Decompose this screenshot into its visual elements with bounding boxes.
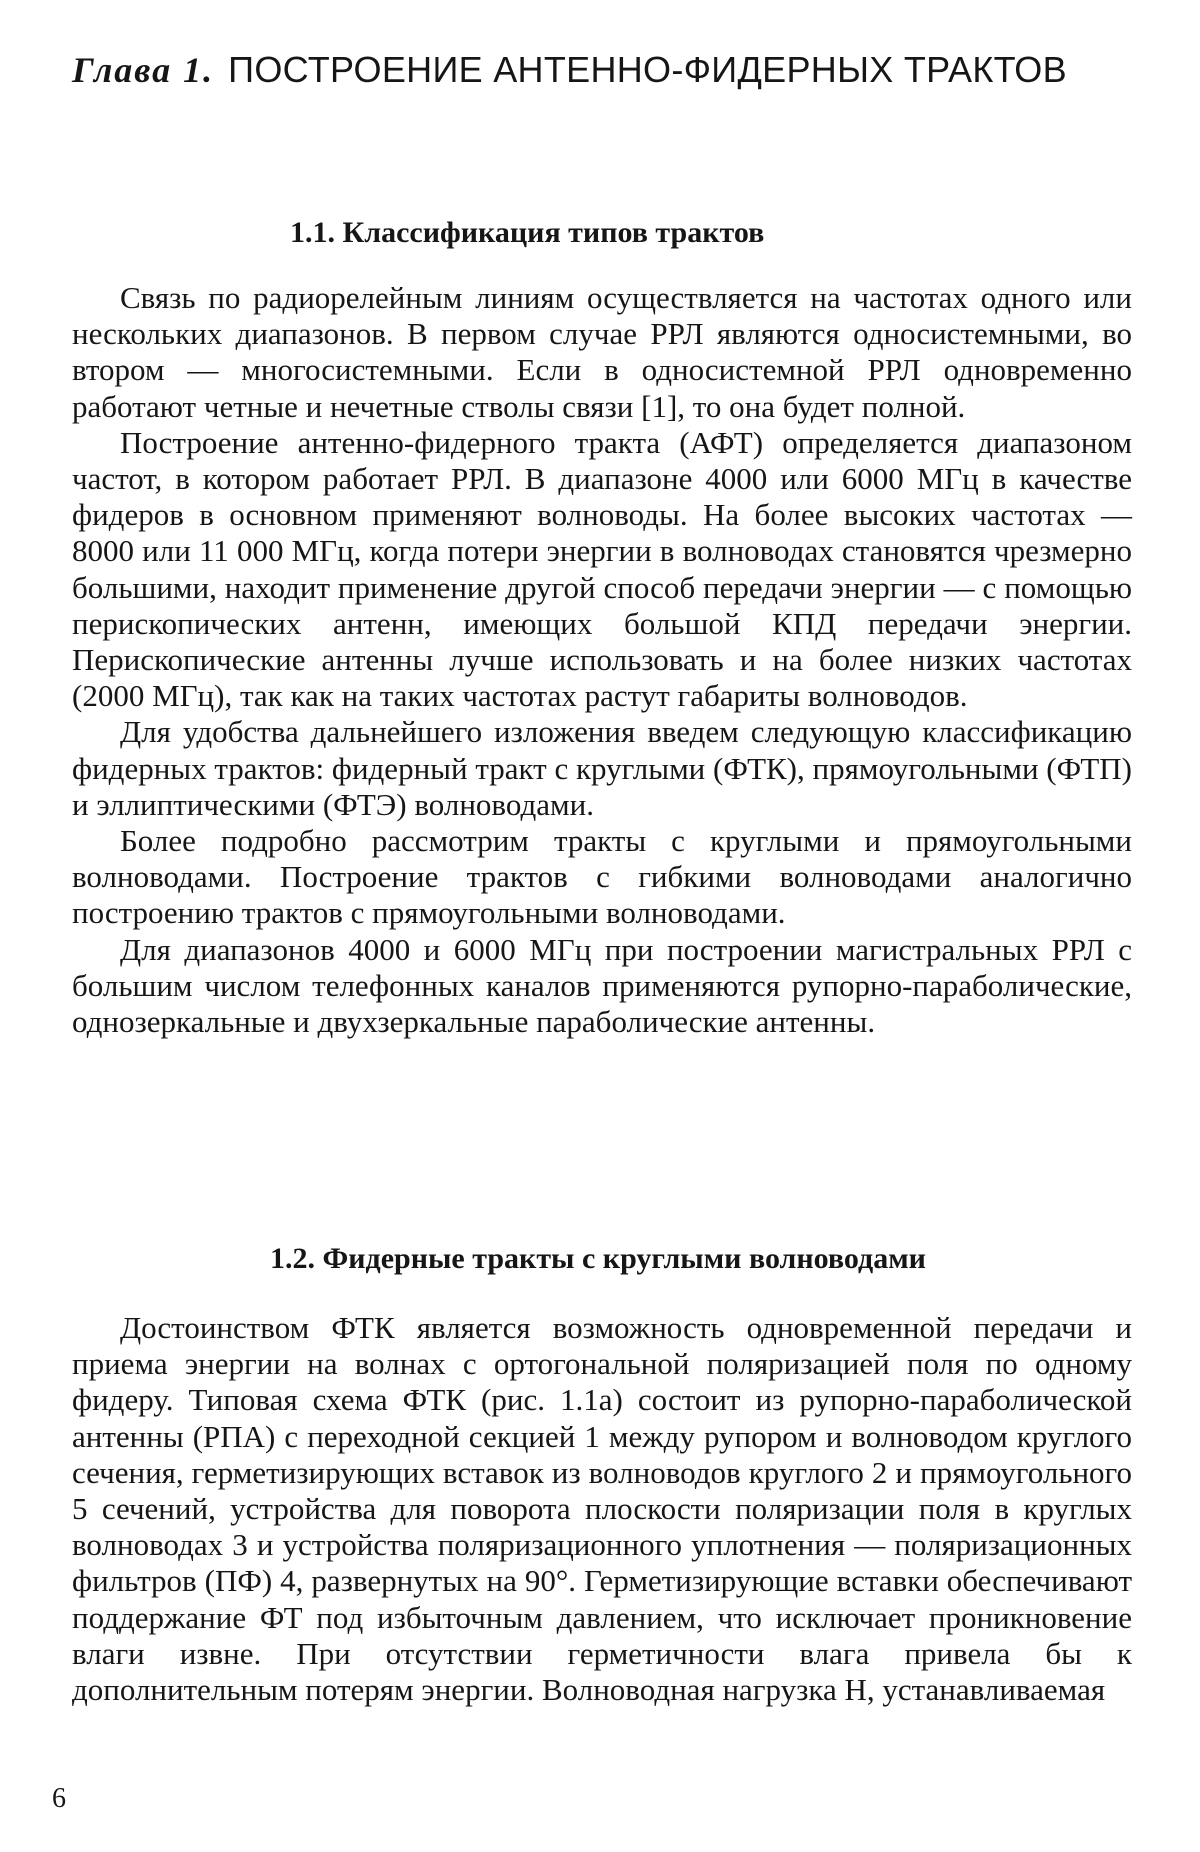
section-heading-1-2: 1.2. Фидерные тракты с круглыми волноводами [270, 1242, 926, 1275]
paragraph: Достоинством ФТК является возможность одновременной передачи и приема энергии на волнах с ортогональной поляризацией поля по одному фидеру. Типовая схема ФТК (рис. 1.1а) состоит из рупорно-параболической антенны (РПА) с переходной секцией 1 между рупором и волноводом круглого сечения, герметизирующих вставок из волноводов круглого 2 и прямоугольного 5 сечений, устройства для поворота плоскости поляризации поля в круглых волноводах 3 и устройства поляризационного уплотнения — поляризационных фильтров (ПФ) 4, развернутых на 90°. Герметизирующие вставки обеспечивают поддержание ФТ под избыточным давлением, что исключает проникновение влаги извне. При отсутствии герметичности влага привела бы к дополнительным потерям энергии. Волноводная нагрузка Н, устанавливаемая [72, 1310, 1132, 1708]
paragraph: Более подробно рассмотрим тракты с круглыми и прямоугольными волноводами. Построение трактов с гибкими волноводами аналогично построению трактов с прямоугольными волноводами. [72, 823, 1132, 931]
paragraph: Связь по радиорелейным линиям осуществляется на частотах одного или нескольких диапазонов. В первом случае РРЛ являются односистемными, во втором — многосистемными. Если в односистемной РРЛ одновременно работают четные и нечетные стволы связи [1], то она будет полной. [72, 280, 1132, 424]
page-number: 6 [52, 1783, 66, 1814]
paragraph: Построение антенно-фидерного тракта (АФТ) определяется диапазоном частот, в котором работает РРЛ. В диапазоне 4000 или 6000 МГц в качестве фидеров в основном применяют волноводы. На более высоких частотах — 8000 или 11 000 МГц, когда потери энергии в волноводах становятся чрезмерно большими, находит применение другой способ передачи энергии — с помощью перископических антенн, имеющих большой КПД передачи энергии. Перископические антенны лучше использовать и на более низких частотах (2000 МГц), так как на таких частотах растут габариты волноводов. [72, 424, 1132, 714]
chapter-heading [72, 48, 1132, 92]
paragraph: Для удобства дальнейшего изложения введем следующую классификацию фидерных трактов: фидерный тракт с круглыми (ФТК), прямоугольными (ФТП) и эллиптическими (ФТЭ) волноводами. [72, 714, 1132, 822]
paragraph: Для диапазонов 4000 и 6000 МГц при построении магистральных РРЛ с большим числом телефонных каналов применяются рупорно-параболические, однозеркальные и двухзеркальные параболические антенны. [72, 931, 1132, 1040]
chapter-title: ПОСТРОЕНИЕ АНТЕННО-ФИДЕРНЫХ ТРАКТОВ [228, 49, 1067, 90]
chapter-label: Глава 1. [72, 50, 215, 90]
section-body-1-1 [72, 280, 1132, 1040]
section-heading-1-1: 1.1. Классификация типов трактов [290, 216, 765, 249]
section-body-1-2 [72, 1310, 1132, 1708]
